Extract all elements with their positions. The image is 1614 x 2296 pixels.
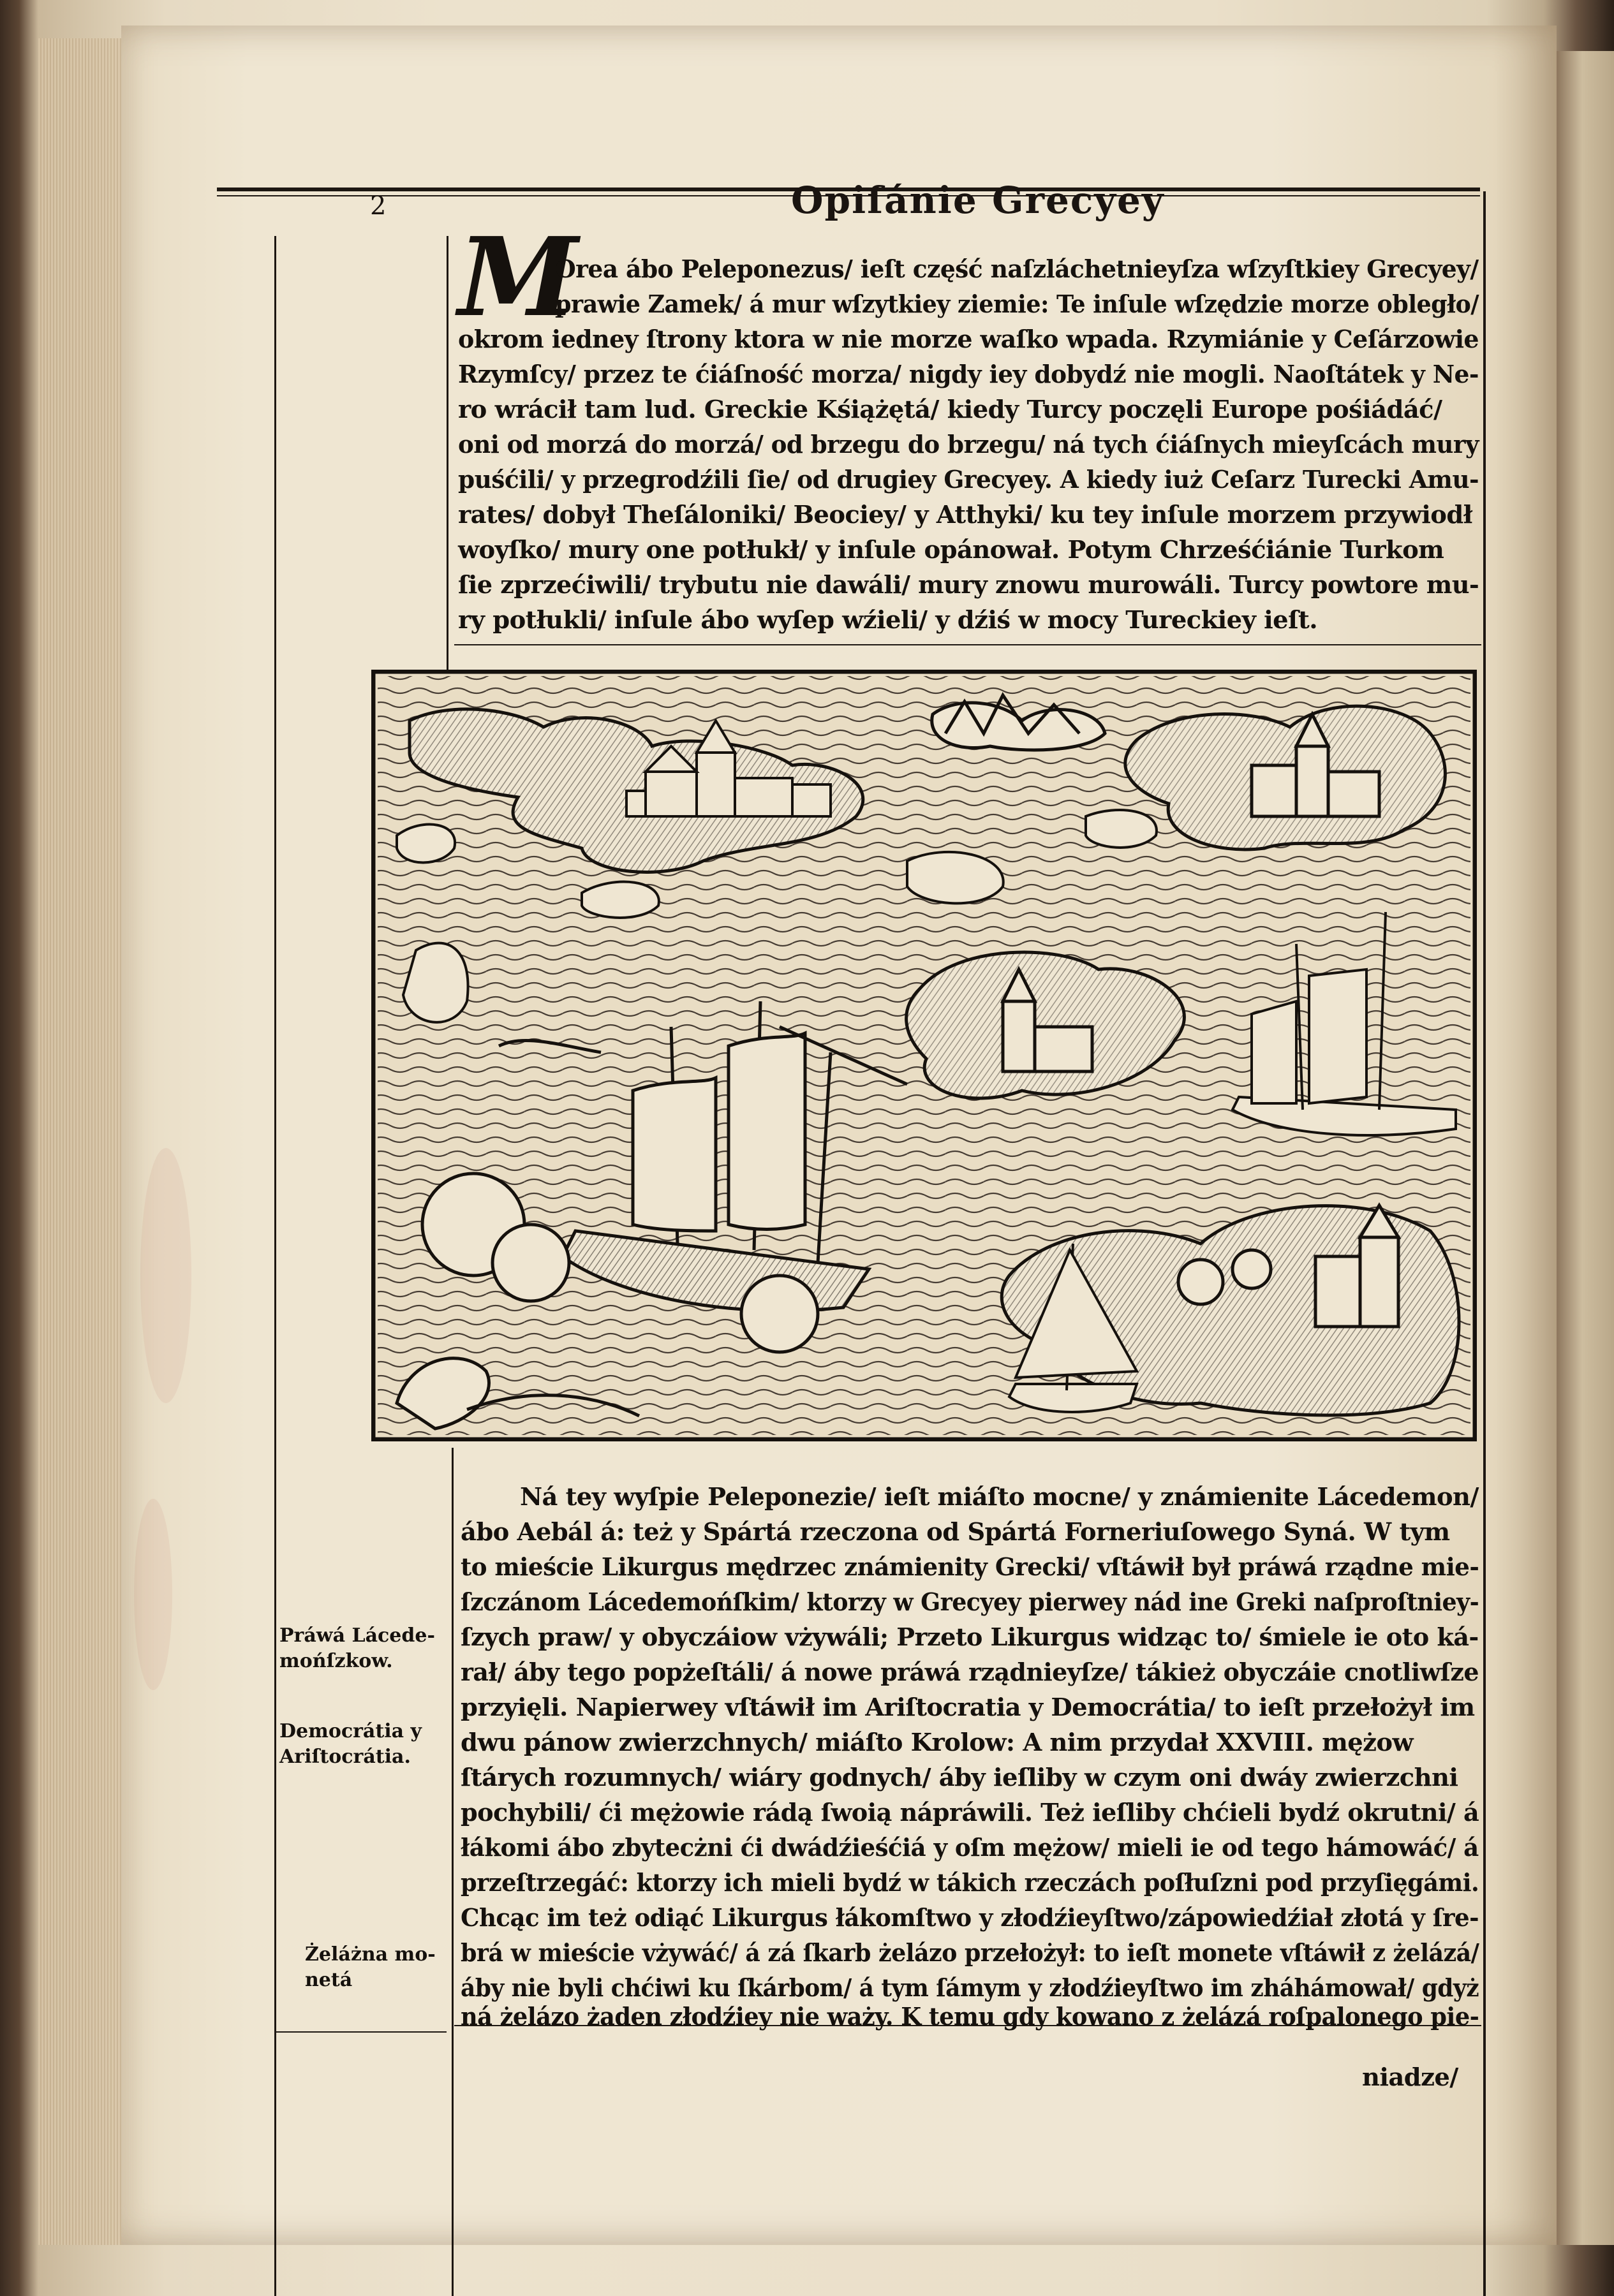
text-line: Chcąc im też odiąć Likurgus łákomſtwo y złodźieyſtwo/zápowiedźiał złotá y ſre- <box>461 1904 1479 1932</box>
margin-note-line: Żeláżna mo- <box>305 1943 436 1966</box>
text-line: okrom iedney ſtrony ktora w nie morze waſko wpada. Rzymiánie y Ceſárzowie <box>458 325 1479 354</box>
margin-rule-bottom <box>274 2031 447 2033</box>
text-line: Rzymſcy/ przez te ćiáſność morza/ nigdy iey dobydź nie mogli. Naoſtátek y Ne- <box>458 360 1479 389</box>
margin-note-iron-coin <box>305 1942 436 1993</box>
text-line: ábo Aebál á: też y Spártá rzeczona od Spártá Forneriuſowego Syná. W tym <box>461 1518 1450 1547</box>
margin-note-laws <box>279 1623 435 1674</box>
margin-note-democracy <box>279 1719 422 1770</box>
text-line: łákomi ábo zbytecżni ći dwádźieśćiá y oſm mężow/ mieli ie od tego hámowáć/ á <box>461 1834 1479 1862</box>
text-line: áby nie byli chćiwi ku ſkárbom/ á tym ſámym y złodźieyſtwo im zháhámował/ gdyż <box>461 1974 1479 2003</box>
margin-note-line: Práwá Lácede- <box>279 1624 435 1647</box>
drop-cap: M <box>458 214 579 341</box>
facing-page-edge <box>1557 51 1614 2245</box>
text-column-left-rule-2 <box>452 1448 454 2296</box>
text-line: prawie Zamek/ á mur wſzytkiey ziemie: Te inſule wſzędzie morze obległo/ <box>555 290 1479 319</box>
text-line: oni od morzá do morzá/ od brzegu do brzegu/ ná tych ćiáſnych mieyſcách mury <box>458 430 1479 459</box>
text-line: ſzczánom Lácedemońſkim/ ktorzy w Grecyey pierwey nád ine Greki naſproſtniey- <box>461 1588 1479 1617</box>
page-number: 2 <box>370 191 387 221</box>
text-line: dwu pánow zwierzchnych/ miáſto Krolow: A nim przydał XXVIII. mężow <box>461 1728 1414 1757</box>
text-line: ſie zprzećiwili/ trybutu nie dawáli/ mury znowu murowáli. Turcy powtore mu- <box>458 571 1479 600</box>
margin-note-line: netá <box>305 1969 353 1991</box>
text-line: ſtárych rozumnych/ wiáry godnych/ áby ieſliby w czym oni dwáy zwierzchni <box>461 1763 1458 1792</box>
text-line: puśćili/ y przegrodźili ſie/ od drugiey Grecyey. A kiedy iuż Ceſarz Turecki Amu- <box>458 466 1479 494</box>
text-line: przeſtrzegáć: ktorzy ich mieli bydź w tákich rzeczách poſłuſzni pod przyſięgámi. <box>461 1869 1479 1897</box>
woodcut-illustration <box>371 670 1477 1441</box>
text-line: rał/ áby tego popżeſtáli/ á nowe práwá rządnieyſze/ tákież obyczáie cnotliwſze <box>461 1658 1479 1687</box>
margin-note-line: Ariſtocrátia. <box>279 1746 411 1768</box>
left-margin-rule <box>274 236 276 2296</box>
text-line: to mieście Likurgus mędrzec známienity Grecki/ vſtáwił był práwá rządne mie- <box>461 1553 1479 1582</box>
text-column-left-rule <box>447 236 448 670</box>
text-line: Ná tey wyſpie Peleponezie/ ieſt miáſto mocne/ y známienite Lácedemon/ <box>520 1483 1479 1512</box>
text-line: ro wrácił tam lud. Greckie Kśiążętá/ kiedy Turcy poczęli Europe pośiádáć/ <box>458 395 1442 424</box>
text-line: przyięli. Napierwey vſtáwił im Ariſtocratia y Democrátia/ to ieſt przełożył im <box>461 1693 1475 1722</box>
stain <box>134 1499 172 1690</box>
text-line: pochybili/ ći mężowie rádą ſwoią nápráwili. Też ieſliby chćieli bydź okrutni/ á <box>461 1799 1479 1827</box>
text-line: rates/ dobył Theſáloniki/ Beociey/ y Atthyki/ ku tey inſule morzem przywiodł <box>458 501 1472 529</box>
running-title: Opiſánie Grecyey <box>791 179 1165 222</box>
text-line: brá w mieście vżywáć/ á zá ſkarb żelázo przełożył: to ieſt monete vſtáwił z żelázá/ <box>461 1939 1479 1968</box>
margin-note-line: Democrátia y <box>279 1720 422 1742</box>
block-rule-1 <box>454 644 1481 645</box>
text-line: ry potłukli/ inſule ábo wyſep wźieli/ y dźiś w mocy Tureckiey ieſt. <box>458 606 1318 635</box>
stain <box>140 1148 191 1403</box>
page-edges <box>38 38 121 2245</box>
margin-note-line: mońſzkow. <box>279 1650 393 1672</box>
catchword: niadze/ <box>1362 2063 1458 2092</box>
text-line: Orea ábo Peleponezus/ ieſt część naſzláchetnieyſza wſzyſtkiey Grecyey/ <box>555 255 1479 284</box>
text-line: ſzych praw/ y obyczáiow vżywáli; Przeto Likurgus widząc to/ śmiele ie oto ká- <box>461 1623 1479 1652</box>
text-line: ná żelázo żaden złodźiey nie waży. K temu gdy kowano z żelázá roſpalonego pie- <box>461 2003 1479 2031</box>
text-line: woyſko/ mury one potłukł/ y inſule opánował. Potym Chrześćiánie Turkom <box>458 536 1444 564</box>
right-frame-rule <box>1483 191 1486 2296</box>
